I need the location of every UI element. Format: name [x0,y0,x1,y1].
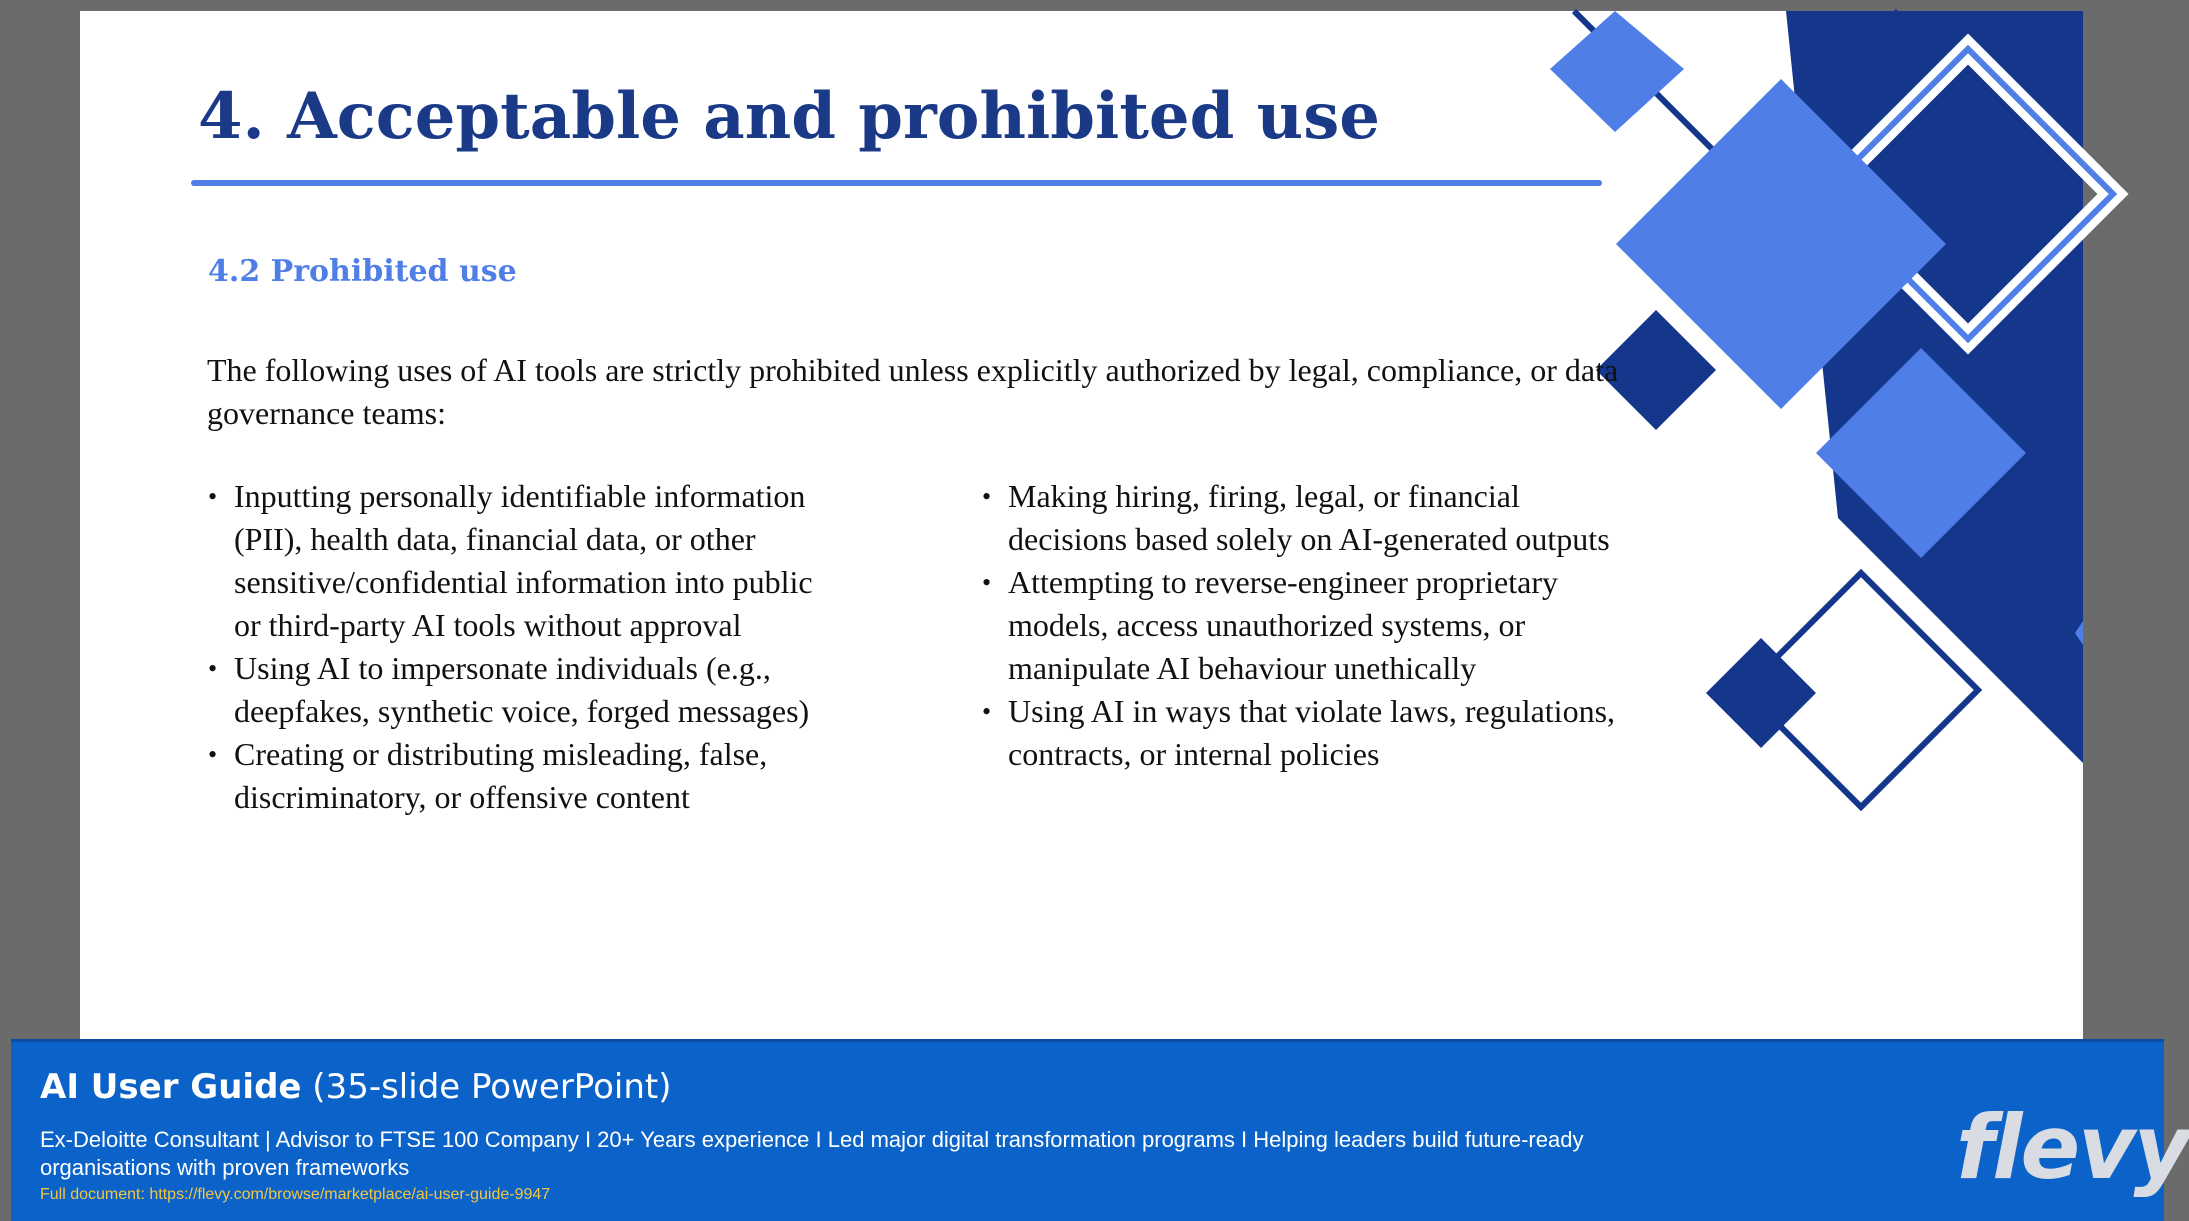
footer-banner [11,1039,2189,1221]
list-item [982,561,1622,690]
footer-title [40,1067,672,1107]
flevy-logo: flevy [1956,1096,2189,1199]
list-item [982,690,1622,776]
footer-title-light: (35-slide PowerPoint) [312,1067,672,1107]
small-diamond-navy-bottom [1706,638,1816,748]
bullet-icon: • [982,568,992,597]
list-item-text: Making hiring, firing, legal, or financial decisions based solely on AI-generated outputs [1008,478,1610,557]
slide [80,11,2083,1041]
bullet-icon: • [208,482,218,511]
list-item [982,475,1622,561]
bullet-icon: • [982,697,992,726]
title-underline [191,180,1602,186]
section-subtitle: 4.2 Prohibited use [208,254,517,289]
bullet-icon: • [208,740,218,769]
prohibited-list-right [982,475,1622,776]
list-item-text: Using AI in ways that violate laws, regulations, contracts, or internal policies [1008,693,1616,772]
small-diamond-light [1550,11,1684,132]
slide-title: 4. Acceptable and prohibited use [198,79,1380,154]
intro-paragraph: The following uses of AI tools are strictly prohibited unless explicitly authorized by legal, compliance, or data governance teams: [207,352,1619,431]
bullet-icon: • [982,482,992,511]
list-item-text: Using AI to impersonate individuals (e.g., deepfakes, synthetic voice, forged messages) [234,650,810,729]
list-item [208,475,838,647]
list-item-text: Creating or distributing misleading, false, discriminatory, or offensive content [234,736,768,815]
list-item [208,733,838,819]
prohibited-list-left [208,475,838,819]
footer-document-link[interactable]: Full document: https://flevy.com/browse/marketplace/ai-user-guide-9947 [40,1186,551,1203]
bullet-icon: • [208,654,218,683]
list-item-text: Attempting to reverse-engineer proprietary models, access unauthorized systems, or manipulate AI behaviour unethically [1008,564,1558,686]
footer-title-bold: AI User Guide [40,1067,302,1107]
list-item-text: Inputting personally identifiable information (PII), health data, financial data, or other sensitive/confidential information into public or third-party AI tools without approval [234,478,813,643]
footer-description: Ex-Deloitte Consultant | Advisor to FTSE 100 Company I 20+ Years experience I Led major digital transformation programs I Helping leaders build future-ready organisations with proven frameworks [40,1127,1584,1180]
list-item [208,647,838,733]
